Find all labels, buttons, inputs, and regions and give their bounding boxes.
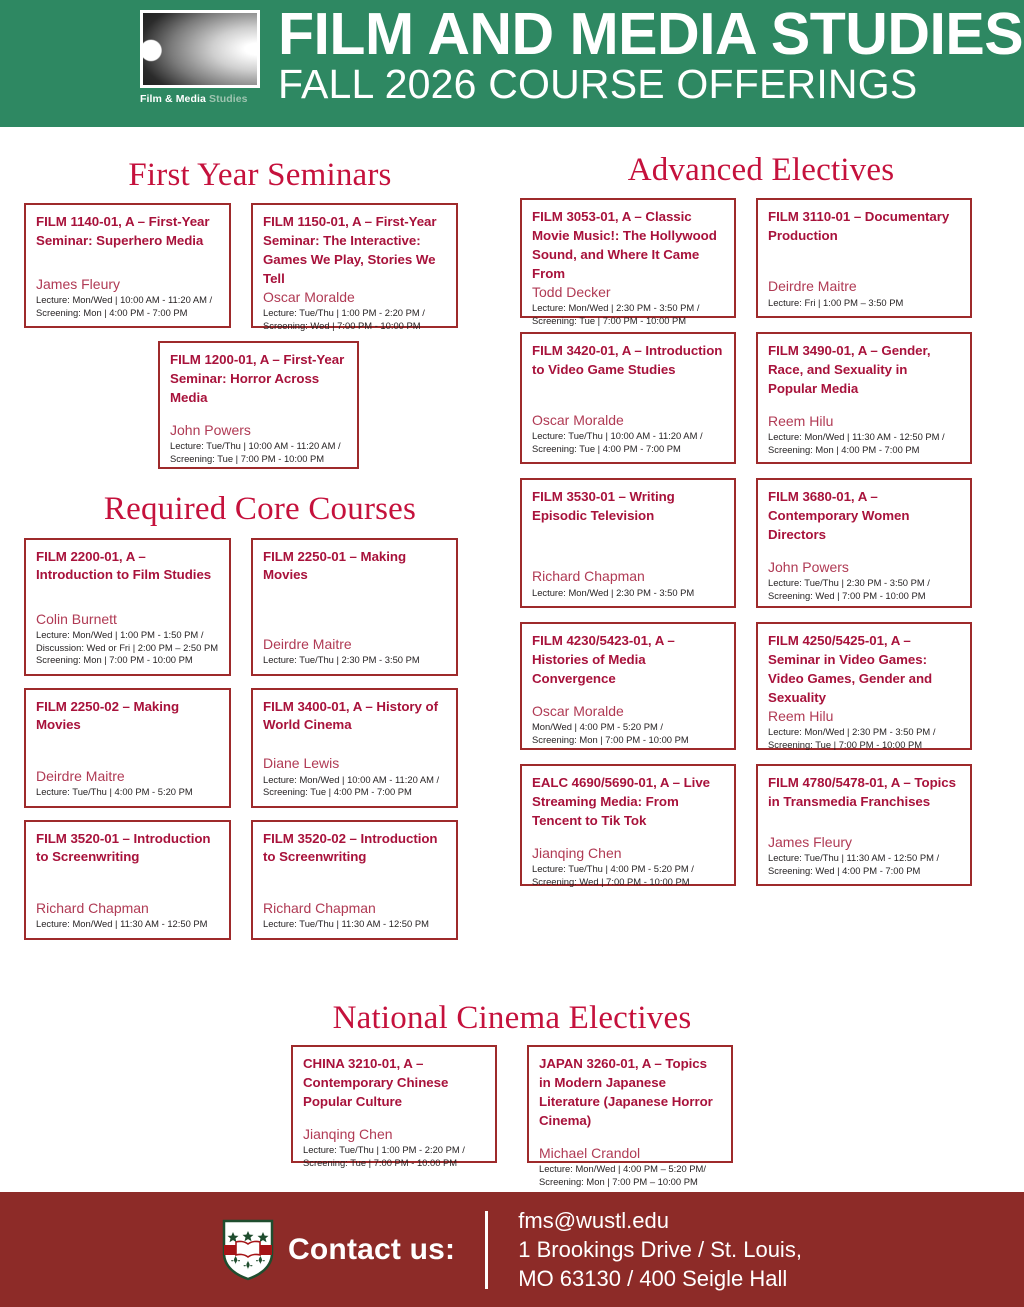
course-schedule: Lecture: Mon/Wed | 4:00 PM – 5:20 PM/ Screening: Mon | 7:00 PM – 10:00 PM [539,1163,706,1187]
course-card[interactable] [251,820,458,940]
course-schedule: Lecture: Mon/Wed | 2:30 PM - 3:50 PM / Screening: Tue | 7:00 PM - 10:00 PM [768,726,936,750]
course-instructor: James Fleury [36,275,121,292]
course-card[interactable] [520,332,736,464]
poster-footer [0,1192,1024,1307]
wustl-shield-icon [222,1219,274,1281]
core-row-1 [24,538,496,676]
course-instructor: Deirdre Maitre [263,635,352,652]
first-year-row-2 [24,341,496,469]
core-row-2 [24,688,496,808]
page-subtitle: FALL 2026 COURSE OFFERINGS [278,61,918,108]
course-card[interactable] [24,203,231,328]
course-title: FILM 1140-01, A – First-Year Seminar: Superhero Media [36,214,210,249]
course-schedule: Lecture: Mon/Wed | 11:30 AM - 12:50 PM [36,918,208,930]
header-titles [268,0,1024,107]
course-schedule: Lecture: Mon/Wed | 2:30 PM - 3:50 PM / Screening: Tue | 7:00 PM - 10:00 PM [532,302,700,326]
page-title: FILM AND MEDIA STUDIES [278,1,1024,67]
course-instructor: Deirdre Maitre [36,767,125,784]
course-instructor: Oscar Moralde [532,411,624,428]
course-title: FILM 3520-01 – Introduction to Screenwriting [36,830,211,865]
course-card[interactable] [520,198,736,326]
card-spacer [263,735,446,755]
course-instructor: Diane Lewis [263,755,340,772]
contact-label: Contact us: [288,1232,456,1266]
course-schedule: Lecture: Tue/Thu | 4:00 PM - 5:20 PM [36,786,193,798]
contact-address-line-1: 1 Brookings Drive / St. Louis, [518,1236,802,1262]
course-title: FILM 1200-01, A – First-Year Seminar: Horror Across Media [170,352,345,406]
course-schedule: Lecture: Mon/Wed | 10:00 AM - 11:20 AM / Screening: Tue | 4:00 PM - 7:00 PM [263,773,440,798]
advanced-row-3 [520,478,1002,608]
course-title: FILM 4250/5425-01, A – Seminar in Video Games: Video Games, Gender and Sexuality [768,633,933,705]
course-card[interactable] [251,688,458,808]
first-year-row-1 [24,203,496,331]
course-card[interactable] [520,622,736,750]
course-card[interactable] [24,820,231,940]
course-card[interactable] [527,1045,733,1187]
course-instructor: Richard Chapman [532,568,645,585]
course-schedule: Lecture: Fri | 1:00 PM – 3:50 PM [768,296,904,308]
logo-caption-bold: Film & Media [140,93,206,105]
card-spacer [170,408,347,422]
course-card[interactable] [756,764,972,886]
course-schedule: Lecture: Tue/Thu | 1:00 PM - 2:20 PM / Screening: Wed | 7:00 PM - 10:00 PM [263,307,425,331]
course-card[interactable] [520,764,736,886]
course-schedule: Lecture: Mon/Wed | 1:00 PM - 1:50 PM / Discussion: Wed or Fri | 2:00 PM – 2:50 PM Screening: Mon | 7:00 PM - 10:00 PM [36,629,219,666]
course-title: FILM 1150-01, A – First-Year Seminar: The Interactive: Games We Play, Stories We Tell [263,214,437,286]
course-instructor: John Powers [768,558,849,575]
department-logo [140,0,268,105]
card-spacer [539,1131,721,1145]
course-title: FILM 3490-01, A – Gender, Race, and Sexuality in Popular Media [768,343,931,397]
course-title: FILM 2250-02 – Making Movies [36,698,180,733]
card-spacer [532,526,724,568]
course-title: JAPAN 3260-01, A – Topics in Modern Japanese Literature (Japanese Horror Cinema) [539,1056,713,1128]
course-instructor: James Fleury [768,833,853,850]
course-instructor: John Powers [170,421,251,438]
card-spacer [768,545,960,559]
course-instructor: Jianqing Chen [303,1125,393,1142]
card-spacer [263,585,446,635]
card-spacer [36,585,219,611]
course-card[interactable] [24,538,231,676]
course-title: FILM 3400-01, A – History of World Cinema [263,698,438,733]
left-column [24,127,496,940]
course-card[interactable] [251,538,458,676]
contact-address-line-2: MO 63130 / 400 Seigle Hall [518,1266,788,1292]
course-title: FILM 3420-01, A – Introduction to Video Game Studies [532,343,723,378]
course-schedule: Lecture: Tue/Thu | 2:30 PM - 3:50 PM / Screening: Wed | 7:00 PM - 10:00 PM [768,577,930,601]
section-title-national-cinema: National Cinema Electives [332,1000,692,1036]
section-title-advanced-electives: Advanced Electives [627,152,895,188]
card-spacer [532,380,724,412]
card-spacer [303,1112,485,1126]
course-card[interactable] [251,203,458,331]
course-title: CHINA 3210-01, A – Contemporary Chinese Popular Culture [303,1056,449,1110]
course-schedule: Lecture: Mon/Wed | 10:00 AM - 11:20 AM / Screening: Mon | 4:00 PM - 7:00 PM [36,294,213,318]
film-reel-gradient-icon [140,10,260,88]
advanced-row-4 [520,622,1002,750]
course-card[interactable] [520,478,736,608]
right-column [520,127,1002,886]
poster-header [0,0,1024,127]
course-schedule: Lecture: Tue/Thu | 11:30 AM - 12:50 PM / Screening: Wed | 4:00 PM - 7:00 PM [768,852,940,876]
course-schedule: Lecture: Tue/Thu | 2:30 PM - 3:50 PM [263,654,420,666]
logo-caption-muted: Studies [209,93,248,105]
course-instructor: Richard Chapman [263,899,376,916]
course-title: FILM 3053-01, A – Classic Movie Music!: The Hollywood Sound, and Where It Came From [532,209,717,281]
course-instructor: Reem Hilu [768,707,834,724]
course-title: FILM 3520-02 – Introduction to Screenwriting [263,830,438,865]
course-title: FILM 2250-01 – Making Movies [263,548,407,583]
course-instructor: Colin Burnett [36,610,117,627]
course-card[interactable] [756,198,972,318]
poster-body [0,127,1024,1192]
course-title: FILM 3110-01 – Documentary Production [768,209,950,244]
course-card[interactable] [24,688,231,808]
advanced-row-1 [520,198,1002,326]
course-schedule: Lecture: Tue/Thu | 10:00 AM - 11:20 AM / Screening: Tue | 7:00 PM - 10:00 PM [170,440,341,464]
course-card[interactable] [756,332,972,464]
course-instructor: Jianqing Chen [532,844,622,861]
course-instructor: Michael Crandol [539,1144,641,1161]
card-spacer [36,867,219,899]
course-title: FILM 2200-01, A – Introduction to Film Studies [36,548,212,583]
course-title: FILM 4230/5423-01, A – Histories of Media Convergence [532,633,675,687]
card-spacer [532,831,724,845]
footer-divider [485,1211,488,1289]
card-spacer [532,689,724,703]
course-schedule: Lecture: Tue/Thu | 11:30 AM - 12:50 PM [263,918,429,930]
contact-block [222,1206,802,1293]
card-spacer [36,735,219,767]
course-card[interactable] [756,478,972,608]
course-instructor: Todd Decker [532,283,611,300]
card-spacer [768,812,960,834]
contact-details [518,1206,802,1293]
advanced-row-5 [520,764,1002,886]
course-instructor: Oscar Moralde [532,702,624,719]
course-title: FILM 4780/5478-01, A – Topics in Transmedia Franchises [768,775,956,810]
card-spacer [36,251,219,276]
course-title: FILM 3680-01, A – Contemporary Women Directors [768,489,910,543]
card-spacer [263,867,446,899]
national-cinema-section [0,1000,1024,1187]
course-card[interactable] [291,1045,497,1168]
card-spacer [768,399,960,413]
advanced-row-2 [520,332,1002,464]
course-card[interactable] [158,341,359,469]
course-instructor: Deirdre Maitre [768,278,857,295]
logo-caption [140,93,268,105]
course-schedule: Lecture: Tue/Thu | 10:00 AM - 11:20 AM / Screening: Tue | 4:00 PM - 7:00 PM [532,430,703,454]
course-schedule: Lecture: Tue/Thu | 1:00 PM - 2:20 PM / Screening: Tue | 7:00 PM - 10:00 PM [303,1144,465,1168]
core-row-3 [24,820,496,940]
course-title: EALC 4690/5690-01, A – Live Streaming Media: From Tencent to Tik Tok [532,775,711,829]
course-instructor: Reem Hilu [768,412,834,429]
course-schedule: Mon/Wed | 4:00 PM - 5:20 PM / Screening: Mon | 7:00 PM - 10:00 PM [532,721,689,745]
course-instructor: Richard Chapman [36,899,149,916]
course-schedule: Lecture: Tue/Thu | 4:00 PM - 5:20 PM / Screening: Wed | 7:00 PM - 10:00 PM [532,863,694,887]
card-spacer [768,246,960,278]
course-schedule: Lecture: Mon/Wed | 11:30 AM - 12:50 PM / Screening: Mon | 4:00 PM - 7:00 PM [768,431,945,455]
section-title-first-year: First Year Seminars [128,157,392,193]
section-title-required-core: Required Core Courses [103,491,417,528]
course-card[interactable] [756,622,972,750]
contact-email[interactable]: fms@wustl.edu [518,1207,669,1233]
course-schedule: Lecture: Mon/Wed | 2:30 PM - 3:50 PM [532,586,695,598]
course-title: FILM 3530-01 – Writing Episodic Television [532,489,675,524]
course-instructor: Oscar Moralde [263,288,355,305]
national-cinema-row [0,1045,1024,1187]
